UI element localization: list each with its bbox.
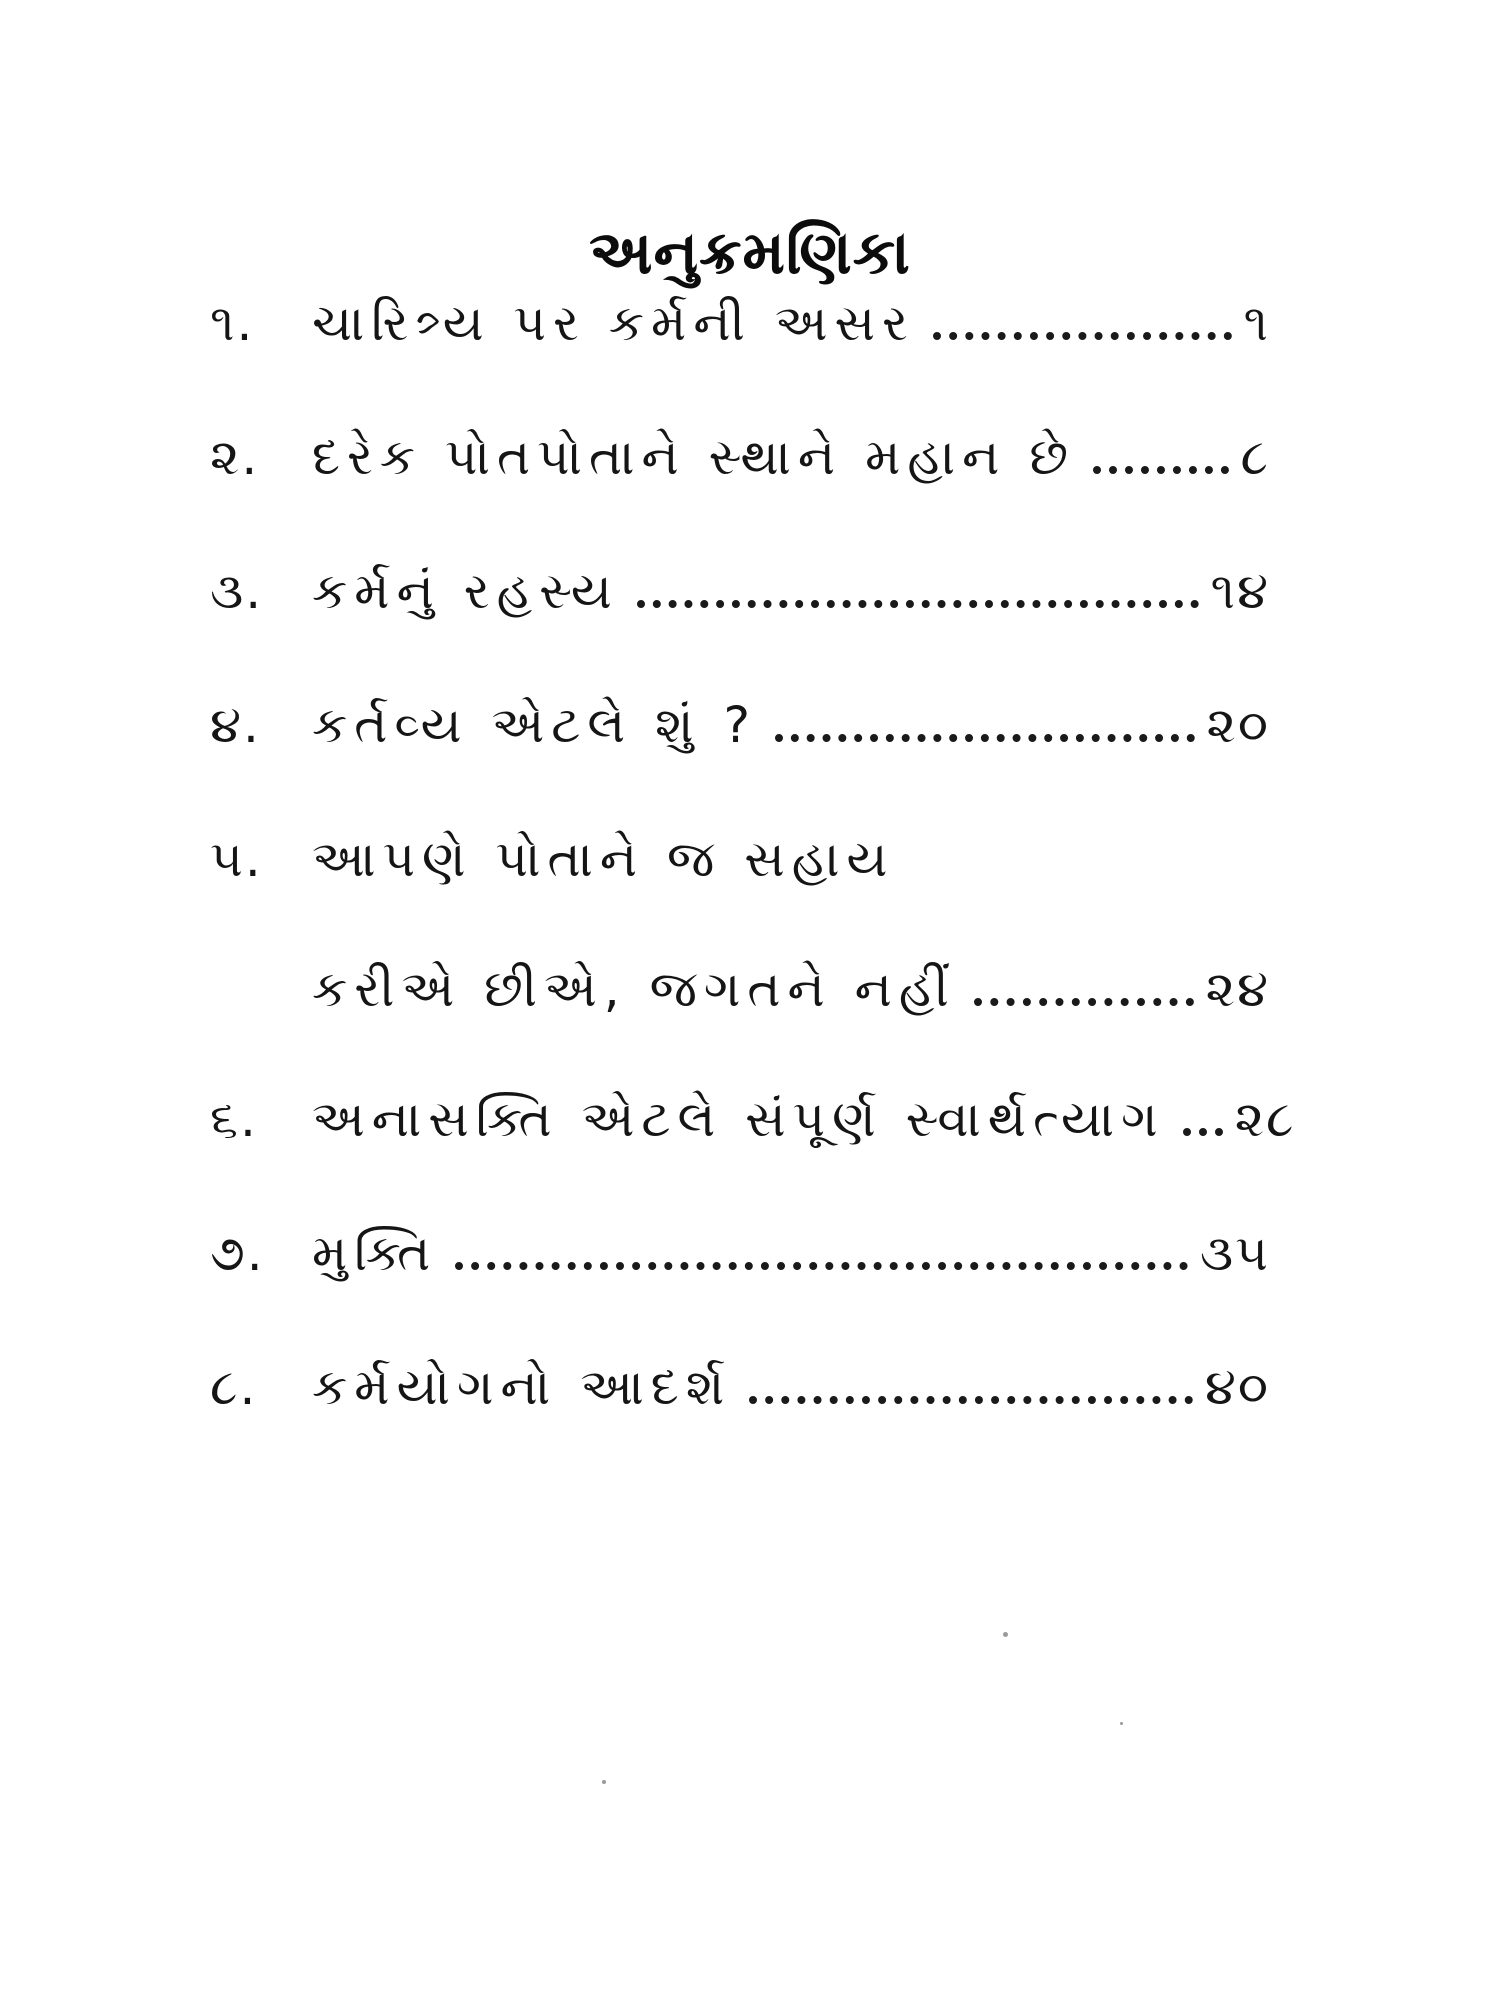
- entry-title-continuation: કરીએ છીએ, જગતને નહીં: [312, 960, 956, 1018]
- page-title: અનુક્રમણિકા: [589, 218, 911, 288]
- entry-number: ૫.: [210, 830, 263, 888]
- entry-title: દરેક પોતપોતાને સ્થાને મહાન છે: [312, 428, 1075, 486]
- toc-entry-7: [210, 1224, 1270, 1282]
- toc-entry-2: [210, 428, 1270, 486]
- scan-speck: [1003, 1632, 1008, 1637]
- entry-page-number: ૨૮: [1234, 1090, 1296, 1148]
- entry-number: ૧.: [210, 294, 255, 352]
- entry-page-number: ૮: [1240, 428, 1270, 486]
- entry-title: કર્મનું રહસ્ય: [312, 562, 619, 620]
- scan-speck: [602, 1780, 606, 1784]
- entry-number: ૮.: [210, 1358, 258, 1416]
- toc-entry-4: [210, 696, 1270, 754]
- entry-title: મુક્તિ: [312, 1224, 438, 1282]
- entry-number: ૨.: [210, 428, 260, 486]
- dot-leader: [974, 998, 1194, 1006]
- dot-leader: [637, 600, 1199, 608]
- toc-entry-8: [210, 1358, 1270, 1416]
- dot-leader: [1183, 1128, 1223, 1136]
- dot-leader: [775, 734, 1195, 742]
- entry-title: આપણે પોતાને જ સહાય: [312, 830, 895, 888]
- entry-page-number: ૧: [1243, 294, 1270, 352]
- entry-number: ૭.: [210, 1224, 265, 1282]
- entry-title: કર્તવ્ય એટલે શું ?: [312, 696, 758, 754]
- entry-page-number: ૨૪: [1205, 960, 1270, 1018]
- entry-title: કર્મયોગનો આદર્શ: [312, 1358, 732, 1416]
- toc-entry-1: [210, 294, 1270, 352]
- toc-entry-6: [210, 1090, 1296, 1148]
- dot-leader: [1093, 466, 1229, 474]
- entry-number: ૪.: [210, 696, 261, 754]
- entry-number: ૬.: [210, 1090, 258, 1148]
- entry-number: ૩.: [210, 562, 264, 620]
- entry-page-number: ૧૪: [1210, 562, 1270, 620]
- entry-title: અનાસક્તિ એટલે સંપૂર્ણ સ્વાર્થત્યાગ: [312, 1090, 1165, 1148]
- scan-speck: [1120, 1722, 1123, 1725]
- dot-leader: [455, 1262, 1188, 1270]
- toc-entry-5-continuation: [210, 960, 1270, 1018]
- entry-page-number: ૩૫: [1199, 1224, 1270, 1282]
- toc-entry-3: [210, 562, 1270, 620]
- dot-leader: [933, 332, 1232, 340]
- dot-leader: [749, 1396, 1193, 1404]
- entry-page-number: ૪૦: [1204, 1358, 1270, 1416]
- entry-page-number: ૨૦: [1206, 696, 1270, 754]
- toc-entry-5: [210, 830, 1270, 888]
- entry-title: ચારિત્ર્ય પર કર્મની અસર: [312, 294, 915, 352]
